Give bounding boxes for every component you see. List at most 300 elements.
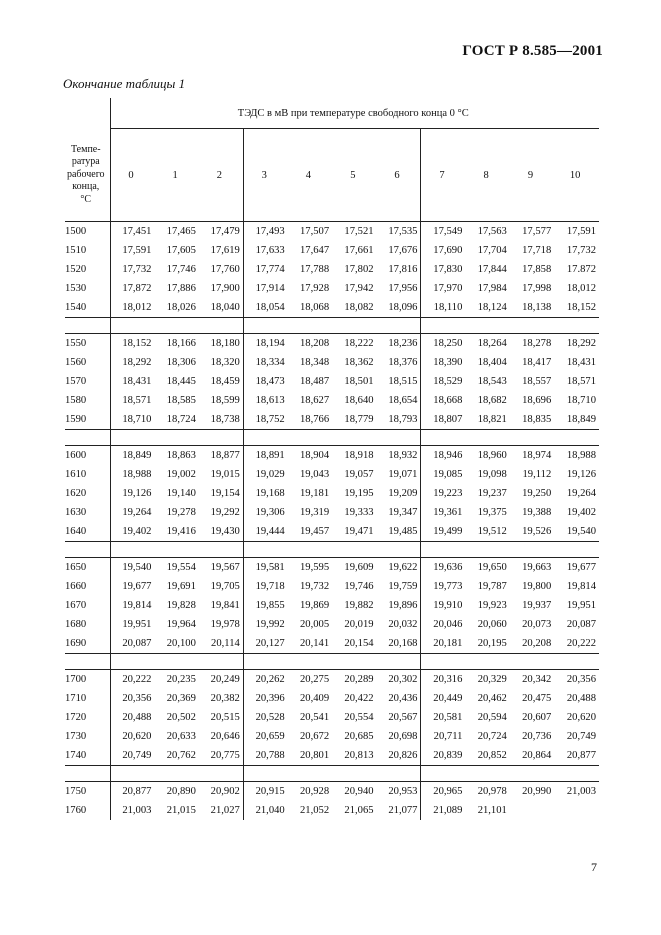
emf-value-cell: 19,071 xyxy=(377,465,421,484)
temp-header-line: ратура xyxy=(71,156,100,167)
emf-value-cell: 18,932 xyxy=(377,446,421,466)
emf-value-cell: 20,262 xyxy=(255,674,285,685)
emf-value-cell: 18,627 xyxy=(300,395,330,406)
emf-value-cell: 18,124 xyxy=(465,298,509,318)
column-header-7: 7 xyxy=(421,129,465,222)
temperature-cell: 1610 xyxy=(65,465,110,484)
emf-value-cell: 18,863 xyxy=(166,450,196,461)
emf-value-cell: 17,746 xyxy=(166,264,196,275)
emf-value-cell: 20,801 xyxy=(288,746,332,766)
emf-value-cell: 19,923 xyxy=(477,600,507,611)
emf-value-cell: 19,168 xyxy=(255,488,285,499)
emf-value-cell: 19,705 xyxy=(199,577,243,596)
emf-value-cell: 20,114 xyxy=(199,634,243,654)
emf-value-cell: 18,807 xyxy=(421,410,465,430)
table-row xyxy=(65,222,599,242)
emf-value-cell: 17,577 xyxy=(522,226,552,237)
emf-value-cell: 19,951 xyxy=(566,600,596,611)
table-row xyxy=(65,372,599,391)
emf-value-cell: 20,915 xyxy=(255,786,285,797)
emf-value-cell: 19,499 xyxy=(421,522,465,542)
emf-value-cell: 20,890 xyxy=(166,786,196,797)
emf-value-cell: 18,668 xyxy=(433,395,463,406)
emf-value-cell: 18,026 xyxy=(154,298,198,318)
emf-value-cell: 17,535 xyxy=(377,222,421,242)
emf-value-cell: 20,953 xyxy=(377,782,421,802)
emf-value-cell: 20,141 xyxy=(288,634,332,654)
temperature-cell: 1580 xyxy=(65,391,110,410)
table-continuation-label: Окончание таблицы 1 xyxy=(63,76,186,91)
emf-value-cell: 18,250 xyxy=(433,338,463,349)
temperature-cell: 1520 xyxy=(65,260,110,279)
emf-value-cell: 18,208 xyxy=(300,338,330,349)
temperature-cell: 1660 xyxy=(65,577,110,596)
emf-value-cell: 19,181 xyxy=(300,488,330,499)
emf-value-cell: 19,250 xyxy=(522,488,552,499)
emf-value-cell: 20,369 xyxy=(166,693,196,704)
emf-value-cell: 19,691 xyxy=(166,581,196,592)
emf-value-cell: 18,306 xyxy=(166,357,196,368)
emf-value-cell: 18,766 xyxy=(288,410,332,430)
emf-value-cell: 19,457 xyxy=(288,522,332,542)
temperature-cell: 1650 xyxy=(65,558,110,578)
emf-value-cell: 18,557 xyxy=(522,376,552,387)
temperature-cell: 1700 xyxy=(65,670,110,690)
emf-value-cell: 18,096 xyxy=(377,298,421,318)
emf-value-cell: 19,292 xyxy=(199,503,243,522)
emf-value-cell: 19,855 xyxy=(255,600,285,611)
emf-value-cell: 19,896 xyxy=(377,596,421,615)
emf-value-cell: 18,166 xyxy=(166,338,196,349)
emf-value-cell: 18,654 xyxy=(377,391,421,410)
table-row xyxy=(65,484,599,503)
temperature-cell: 1540 xyxy=(65,298,110,318)
column-header-1: 1 xyxy=(154,129,198,222)
emf-value-cell: 18,891 xyxy=(255,450,285,461)
temperature-cell: 1750 xyxy=(65,782,110,802)
emf-value-cell: 18,473 xyxy=(255,376,285,387)
emf-value-cell: 20,046 xyxy=(433,619,463,630)
emf-value-cell: 19,622 xyxy=(377,558,421,578)
temp-header-line: рабочего xyxy=(66,168,105,180)
emf-value-cell: 20,978 xyxy=(477,786,507,797)
emf-value-cell: 20,316 xyxy=(433,674,463,685)
emf-value-cell: 17,549 xyxy=(433,226,463,237)
emf-value-cell: 18,040 xyxy=(199,298,243,318)
emf-value-cell: 19,140 xyxy=(166,488,196,499)
emf-value-cell: 19,126 xyxy=(122,488,152,499)
emf-value-cell: 21,027 xyxy=(199,801,243,820)
emf-value-cell: 20,672 xyxy=(300,731,330,742)
emf-value-cell: 18,236 xyxy=(377,334,421,354)
table-row xyxy=(65,391,599,410)
temperature-cell: 1720 xyxy=(65,708,110,727)
temperature-cell: 1670 xyxy=(65,596,110,615)
emf-value-cell: 20,289 xyxy=(344,674,374,685)
standard-code: ГОСТ Р 8.585—2001 xyxy=(462,43,603,59)
emf-value-cell: 18,376 xyxy=(377,353,421,372)
emf-value-cell: 19,581 xyxy=(255,562,285,573)
column-header-9: 9 xyxy=(510,129,554,222)
emf-value-cell: 18,431 xyxy=(566,357,596,368)
emf-value-cell: 19,841 xyxy=(199,596,243,615)
temperature-cell: 1730 xyxy=(65,727,110,746)
emf-value-cell: 19,759 xyxy=(377,577,421,596)
column-header-6: 6 xyxy=(377,129,421,222)
table-row xyxy=(65,334,599,354)
emf-value-cell: 19,430 xyxy=(199,522,243,542)
temperature-cell: 1680 xyxy=(65,615,110,634)
group-spacer xyxy=(65,654,599,670)
emf-value-cell: 20,019 xyxy=(344,619,374,630)
temperature-cell: 1710 xyxy=(65,689,110,708)
emf-value-cell: 20,607 xyxy=(522,712,552,723)
emf-value-cell: 19,814 xyxy=(122,600,152,611)
emf-value-cell: 19,800 xyxy=(522,581,552,592)
emf-value-cell: 20,594 xyxy=(477,712,507,723)
emf-value-cell: 20,711 xyxy=(433,731,463,742)
emf-value-cell: 18,320 xyxy=(199,353,243,372)
emf-value-cell: 18,292 xyxy=(566,338,596,349)
emf-value-cell: 19,677 xyxy=(122,581,152,592)
temperature-cell: 1530 xyxy=(65,279,110,298)
table-row xyxy=(65,260,599,279)
table-row xyxy=(65,410,599,430)
emf-value-cell: 18,835 xyxy=(510,410,554,430)
emf-value-cell: 17,507 xyxy=(300,226,330,237)
emf-value-cell: 18,487 xyxy=(300,376,330,387)
emf-value-cell: 19,512 xyxy=(465,522,509,542)
emf-value-cell: 18,946 xyxy=(433,450,463,461)
emf-value-cell: 19,375 xyxy=(477,507,507,518)
emf-value-cell: 19,485 xyxy=(377,522,421,542)
table-row xyxy=(65,279,599,298)
emf-value-cell: 17,676 xyxy=(377,241,421,260)
column-header-8: 8 xyxy=(465,129,509,222)
emf-value-cell: 18,793 xyxy=(377,410,421,430)
emf-value-cell: 20,100 xyxy=(154,634,198,654)
temperature-cell: 1760 xyxy=(65,801,110,820)
table-row xyxy=(65,353,599,372)
column-header-4: 4 xyxy=(288,129,332,222)
emf-value-cell: 19,278 xyxy=(166,507,196,518)
emf-value-cell: 17,900 xyxy=(199,279,243,298)
emf-value-cell: 19,209 xyxy=(377,484,421,503)
page-number: 7 xyxy=(591,860,597,874)
emf-value-cell: 17,970 xyxy=(433,283,463,294)
emf-value-cell: 19,540 xyxy=(122,562,152,573)
emf-value-cell: 20,877 xyxy=(122,786,152,797)
emf-value-cell: 17,661 xyxy=(344,245,374,256)
emf-value-cell: 19,814 xyxy=(566,581,596,592)
emf-value-cell: 20,528 xyxy=(255,712,285,723)
emf-value-cell: 20,864 xyxy=(510,746,554,766)
emf-value-cell: 20,736 xyxy=(522,731,552,742)
emf-value-cell: 18,362 xyxy=(344,357,374,368)
emf-value-cell: 19,057 xyxy=(344,469,374,480)
emf-value-cell: 20,826 xyxy=(377,746,421,766)
emf-value-cell: 17.872 xyxy=(566,264,596,275)
emf-value-cell: 19,869 xyxy=(300,600,330,611)
emf-value-cell: 20,422 xyxy=(344,693,374,704)
emf-value-cell: 20,302 xyxy=(377,670,421,690)
emf-value-cell: 20,813 xyxy=(332,746,376,766)
emf-value-cell: 17,718 xyxy=(522,245,552,256)
emf-value-cell: 19,361 xyxy=(433,507,463,518)
emf-value-cell: 17,802 xyxy=(344,264,374,275)
emf-value-cell: 20,685 xyxy=(344,731,374,742)
emf-value-cell: 18,849 xyxy=(122,450,152,461)
emf-value-cell: 20,633 xyxy=(166,731,196,742)
table-row xyxy=(65,596,599,615)
emf-group-header: ТЭДС в мВ при температуре свободного конца 0 °С xyxy=(110,98,599,129)
emf-value-cell: 17,521 xyxy=(344,226,374,237)
table-row xyxy=(65,615,599,634)
emf-value-cell: 20,749 xyxy=(566,731,596,742)
emf-value-cell: 20,775 xyxy=(199,746,243,766)
emf-value-cell: 20,073 xyxy=(522,619,552,630)
emf-value-cell: 19,319 xyxy=(300,507,330,518)
emf-value-cell: 19,732 xyxy=(300,581,330,592)
group-spacer xyxy=(65,766,599,782)
emf-value-cell: 19,718 xyxy=(255,581,285,592)
emf-value-cell: 18,752 xyxy=(243,410,287,430)
emf-value-cell: 18,082 xyxy=(332,298,376,318)
emf-value-cell: 18,264 xyxy=(477,338,507,349)
emf-value-cell: 18,613 xyxy=(255,395,285,406)
table-row xyxy=(65,634,599,654)
emf-value-cell: 19,264 xyxy=(566,488,596,499)
emf-value-cell: 21,015 xyxy=(166,805,196,816)
emf-value-cell: 19,306 xyxy=(255,507,285,518)
emf-value-cell: 20,005 xyxy=(300,619,330,630)
emf-value-cell: 18,404 xyxy=(477,357,507,368)
emf-value-cell: 19,416 xyxy=(154,522,198,542)
emf-value-cell: 19,237 xyxy=(477,488,507,499)
emf-value-cell: 21,040 xyxy=(255,805,285,816)
emf-value-cell: 18,459 xyxy=(199,372,243,391)
emf-value-cell: 17,619 xyxy=(199,241,243,260)
emf-value-cell: 20,554 xyxy=(344,712,374,723)
table-row xyxy=(65,577,599,596)
emf-value-cell: 19,015 xyxy=(199,465,243,484)
emf-value-cell: 18,543 xyxy=(477,376,507,387)
emf-value-cell: 20,475 xyxy=(522,693,552,704)
emf-value-cell: 20,762 xyxy=(154,746,198,766)
emf-value-cell: 17,788 xyxy=(300,264,330,275)
emf-value-cell: 17,774 xyxy=(255,264,285,275)
emf-value-cell: 20,356 xyxy=(566,674,596,685)
emf-value-cell: 20,127 xyxy=(243,634,287,654)
emf-value-cell: 18,585 xyxy=(166,395,196,406)
temp-header-line: °С xyxy=(80,193,92,205)
emf-value-cell: 19,567 xyxy=(199,558,243,578)
table-body xyxy=(65,222,599,821)
temperature-cell: 1600 xyxy=(65,446,110,466)
column-header-2: 2 xyxy=(199,129,243,222)
emf-value-cell: 19,444 xyxy=(243,522,287,542)
emf-value-cell: 19,663 xyxy=(522,562,552,573)
emf-value-cell: 17,816 xyxy=(377,260,421,279)
emf-value-cell: 18,710 xyxy=(566,395,596,406)
group-spacer xyxy=(65,430,599,446)
emf-value-cell: 19,992 xyxy=(255,619,285,630)
emf-value-cell: 17,465 xyxy=(166,226,196,237)
emf-value-cell: 20,222 xyxy=(554,634,599,654)
emf-value-cell: 20,567 xyxy=(377,708,421,727)
emf-value-cell: 18,529 xyxy=(433,376,463,387)
emf-value-cell: 19,347 xyxy=(377,503,421,522)
emf-value-cell: 18,571 xyxy=(122,395,152,406)
emf-value-cell: 20,488 xyxy=(122,712,152,723)
emf-value-cell: 20,436 xyxy=(377,689,421,708)
emf-value-cell: 19,402 xyxy=(110,522,154,542)
emf-value-cell xyxy=(554,801,599,820)
emf-value-cell: 20,839 xyxy=(421,746,465,766)
table-row xyxy=(65,558,599,578)
emf-value-cell: 19,223 xyxy=(433,488,463,499)
emf-value-cell: 18,152 xyxy=(122,338,152,349)
emf-value-cell: 19,773 xyxy=(433,581,463,592)
temperature-cell: 1740 xyxy=(65,746,110,766)
emf-value-cell: 18,988 xyxy=(122,469,152,480)
emf-value-cell: 18,334 xyxy=(255,357,285,368)
table-row xyxy=(65,503,599,522)
emf-value-cell: 20,646 xyxy=(199,727,243,746)
emf-value-cell: 20,462 xyxy=(477,693,507,704)
emf-value-cell: 19,650 xyxy=(477,562,507,573)
emf-value-cell: 17,493 xyxy=(255,226,285,237)
emf-value-cell: 19,029 xyxy=(255,469,285,480)
table-row xyxy=(65,522,599,542)
emf-value-cell: 19,951 xyxy=(122,619,152,630)
table-row xyxy=(65,241,599,260)
emf-value-cell: 18,849 xyxy=(554,410,599,430)
emf-value-cell: 18,904 xyxy=(300,450,330,461)
emf-value-cell: 20,208 xyxy=(510,634,554,654)
emf-value-cell: 18,054 xyxy=(243,298,287,318)
emf-value-cell: 19,787 xyxy=(477,581,507,592)
emf-value-cell: 17,591 xyxy=(566,226,596,237)
table-row xyxy=(65,465,599,484)
emf-value-cell: 20,235 xyxy=(166,674,196,685)
emf-value-cell: 19,882 xyxy=(344,600,374,611)
emf-value-cell: 20,181 xyxy=(421,634,465,654)
emf-value-cell: 20,990 xyxy=(522,786,552,797)
emf-value-cell: 19,636 xyxy=(433,562,463,573)
temperature-cell: 1640 xyxy=(65,522,110,542)
emf-value-cell: 20,168 xyxy=(377,634,421,654)
emf-value-cell: 20,965 xyxy=(433,786,463,797)
emf-value-cell: 17,928 xyxy=(300,283,330,294)
emf-value-cell: 18,501 xyxy=(344,376,374,387)
emf-value-cell: 18,974 xyxy=(522,450,552,461)
table-row xyxy=(65,298,599,318)
emf-value-cell: 20,620 xyxy=(122,731,152,742)
table-row xyxy=(65,670,599,690)
emf-value-cell: 20,515 xyxy=(199,708,243,727)
emf-value-cell xyxy=(510,801,554,820)
emf-value-cell: 20,902 xyxy=(199,782,243,802)
emf-value-cell: 19,195 xyxy=(344,488,374,499)
column-header-3: 3 xyxy=(243,129,287,222)
emf-value-cell: 17,872 xyxy=(122,283,152,294)
emf-value-cell: 18,222 xyxy=(344,338,374,349)
emf-value-cell: 17,591 xyxy=(122,245,152,256)
emf-value-cell: 18,292 xyxy=(122,357,152,368)
emf-value-cell: 18,821 xyxy=(465,410,509,430)
emf-value-cell: 18,012 xyxy=(110,298,154,318)
emf-value-cell: 20,724 xyxy=(477,731,507,742)
emf-value-cell: 17,732 xyxy=(566,245,596,256)
emf-value-cell: 19,112 xyxy=(522,469,552,480)
emf-value-cell: 17,633 xyxy=(255,245,285,256)
emf-value-cell: 20,620 xyxy=(566,712,596,723)
emf-value-cell: 18,110 xyxy=(421,298,465,318)
emf-value-cell: 17,704 xyxy=(477,245,507,256)
emf-value-cell: 18,710 xyxy=(110,410,154,430)
emf-value-cell: 19,746 xyxy=(344,581,374,592)
emf-value-cell: 20,541 xyxy=(300,712,330,723)
emf-value-cell: 18,194 xyxy=(255,338,285,349)
emf-value-cell: 18,696 xyxy=(522,395,552,406)
table-row xyxy=(65,708,599,727)
emf-value-cell: 20,877 xyxy=(554,746,599,766)
emf-value-cell: 20,749 xyxy=(110,746,154,766)
emf-value-cell: 20,342 xyxy=(522,674,552,685)
emf-value-cell: 18,445 xyxy=(166,376,196,387)
emf-value-cell: 19,085 xyxy=(433,469,463,480)
emf-value-cell: 20,502 xyxy=(166,712,196,723)
emf-value-cell: 19,154 xyxy=(199,484,243,503)
emf-value-cell: 17,914 xyxy=(255,283,285,294)
emf-value-cell: 19,126 xyxy=(566,469,596,480)
temperature-cell: 1620 xyxy=(65,484,110,503)
emf-value-cell: 19,402 xyxy=(566,507,596,518)
emf-value-cell: 20,154 xyxy=(332,634,376,654)
emf-value-cell: 21,052 xyxy=(300,805,330,816)
emf-value-cell: 17,858 xyxy=(522,264,552,275)
emf-value-cell: 18,431 xyxy=(122,376,152,387)
emf-value-cell: 19,677 xyxy=(566,562,596,573)
emf-value-cell: 19,264 xyxy=(122,507,152,518)
emf-value-cell: 17,605 xyxy=(166,245,196,256)
group-spacer xyxy=(65,542,599,558)
temperature-cell: 1630 xyxy=(65,503,110,522)
emf-value-cell: 20,928 xyxy=(300,786,330,797)
emf-value-cell: 20,275 xyxy=(300,674,330,685)
emf-value-cell: 20,195 xyxy=(465,634,509,654)
emf-value-cell: 20,087 xyxy=(566,619,596,630)
emf-value-cell: 18,390 xyxy=(433,357,463,368)
temperature-cell: 1560 xyxy=(65,353,110,372)
emf-value-cell: 20,396 xyxy=(255,693,285,704)
emf-value-cell: 17,830 xyxy=(433,264,463,275)
emf-value-cell: 19,098 xyxy=(477,469,507,480)
emf-value-cell: 18,640 xyxy=(344,395,374,406)
table-row xyxy=(65,746,599,766)
emf-value-cell: 19,828 xyxy=(166,600,196,611)
emf-value-cell: 20,409 xyxy=(300,693,330,704)
emf-value-cell: 19,540 xyxy=(554,522,599,542)
emf-value-cell: 20,581 xyxy=(433,712,463,723)
thermo-emf-table xyxy=(65,98,599,820)
emf-value-cell: 18,278 xyxy=(522,338,552,349)
emf-value-cell: 17,563 xyxy=(477,226,507,237)
table-row xyxy=(65,727,599,746)
emf-value-cell: 19,333 xyxy=(344,507,374,518)
emf-value-cell: 18,180 xyxy=(199,334,243,354)
